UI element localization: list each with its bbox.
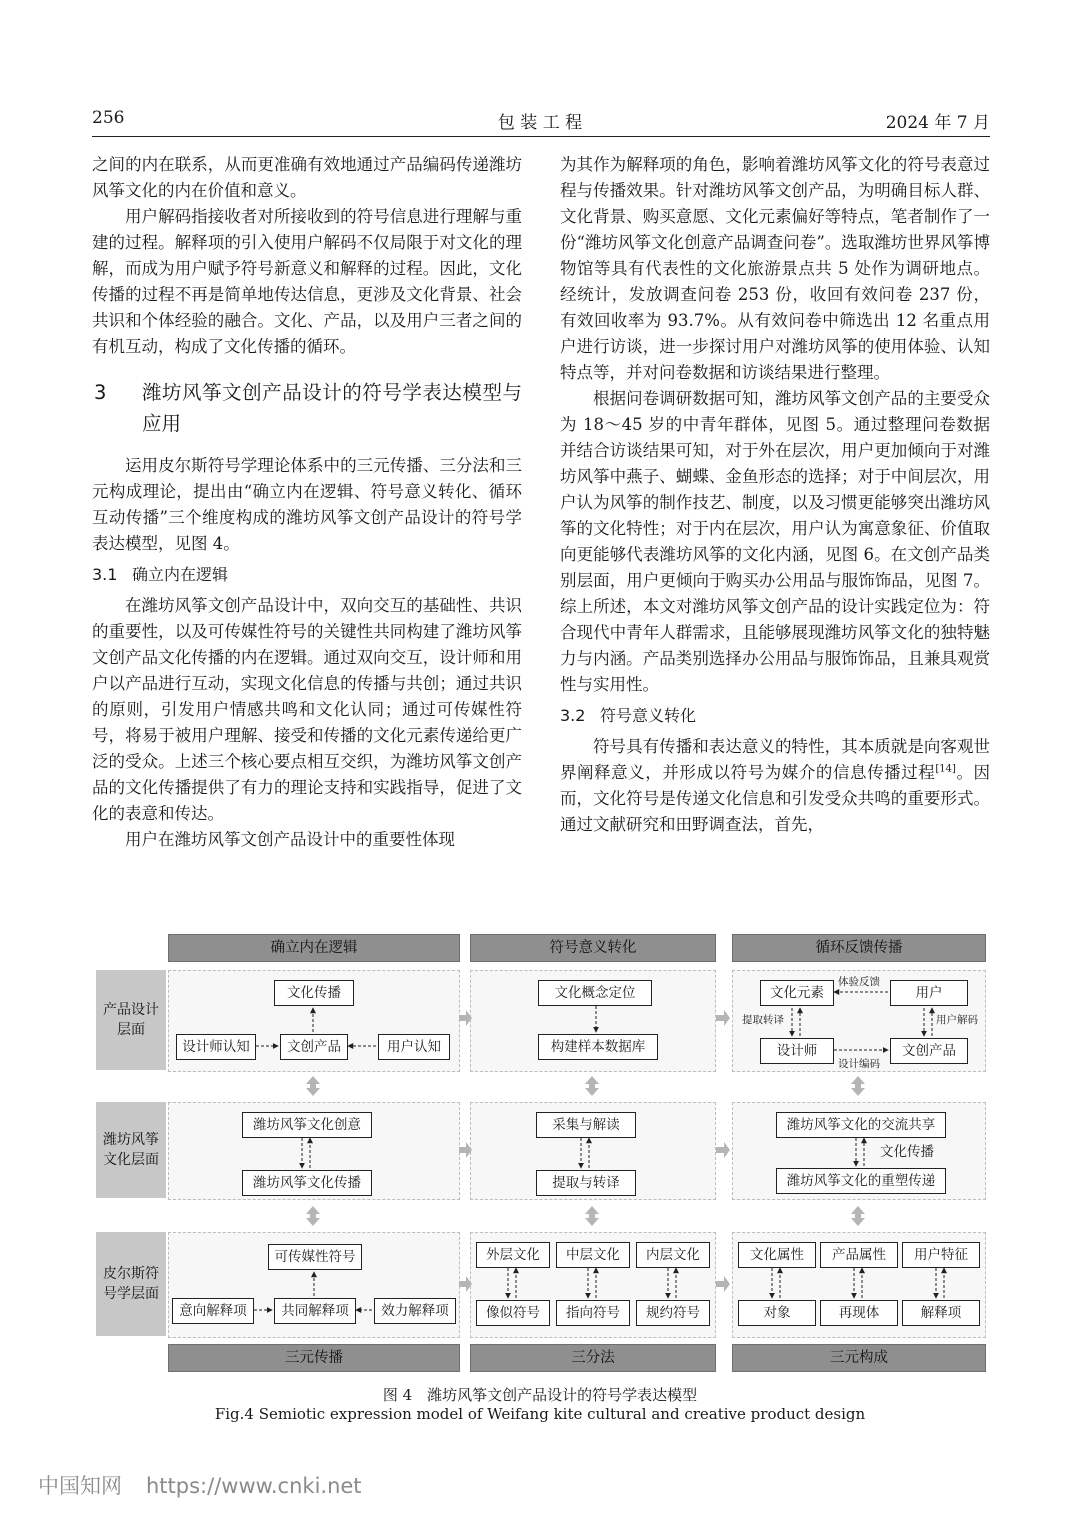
node-index-sign: 指向符号	[556, 1300, 630, 1326]
theory-bar: 三元构成	[732, 1344, 986, 1372]
subsection-heading	[560, 704, 990, 728]
paragraph	[560, 734, 990, 838]
paragraph-text: 符号具有传播和表达意义的特性，其本质就是向客观世界阐释意义，并形成以符号为媒介的信息传播过程	[560, 737, 990, 782]
node-cultural-product: 文创产品	[890, 1038, 968, 1064]
dimension-bar: 确立内在逻辑	[168, 934, 460, 962]
node-cultural-product: 文创产品	[280, 1034, 348, 1060]
subsection-heading	[92, 563, 522, 587]
node-kite-creativity: 潍坊风筝文化创意	[242, 1112, 372, 1138]
node-user-cognition: 用户认知	[378, 1034, 450, 1060]
left-column	[92, 152, 522, 853]
node-intentional-interpretant: 意向解释项	[172, 1298, 254, 1324]
node-icon-sign: 像似符号	[476, 1300, 550, 1326]
node-cultural-element: 文化元素	[760, 980, 834, 1006]
node-mediatizable-sign: 可传媒性符号	[268, 1244, 362, 1270]
paragraph: 为其作为解释项的角色，影响着潍坊风筝文化的符号表意过程与传播效果。针对潍坊风筝文创产品，为明确目标人群、文化背景、购买意愿、文化元素偏好等特点，笔者制作了一份“潍坊风筝文化创意产品调查问卷”。选取潍坊世界风筝博物馆等具有代表性的文化旅游景点共 5 处作为调研地点。经统计，发放调查问卷 253 份，收回有效问卷 237 份，有效回收率为 93.7%。从有效问卷中筛选出 12 名重点用户进行访谈，进一步探讨用户对潍坊风筝的使用体验、认知特点等，并对问卷数据和访谈结果进行整理。	[560, 155, 990, 382]
section-heading	[92, 377, 522, 439]
node-outer-culture: 外层文化	[476, 1242, 550, 1268]
paragraph: 用户解码指接收者对所接收到的符号信息进行理解与重建的过程。解释项的引入使用户解码不仅局限于对文化的理解，而成为用户赋予符号新意义和解释的过程。因此，文化传播的过程不再是简单地传达信息，更涉及文化背景、社会共识和个体经验的融合。文化、产品，以及用户三者之间的有机互动，构成了文化传播的循环。	[92, 207, 522, 356]
node-kite-exchange: 潍坊风筝文化的交流共享	[776, 1112, 946, 1138]
figure-caption-en: Fig.4 Semiotic expression model of Weifang kite cultural and creative product design	[214, 1405, 866, 1423]
node-concept-positioning: 文化概念定位	[538, 980, 652, 1006]
node-symbol-sign: 规约符号	[636, 1300, 710, 1326]
label-extract-translate: 提取转译	[742, 1014, 784, 1026]
node-designer: 设计师	[760, 1038, 834, 1064]
paragraph: 之间的内在联系，从而更准确有效地通过产品编码传递潍坊风筝文化的内在价值和意义。	[92, 155, 522, 200]
node-designer-cognition: 设计师认知	[176, 1034, 256, 1060]
node-interpretant: 解释项	[902, 1300, 980, 1326]
citation[interactable]: [14]	[935, 763, 956, 775]
figure-caption-cn: 图 4 潍坊风筝文创产品设计的符号学表达模型	[382, 1386, 698, 1404]
subsection-title: 确立内在逻辑	[132, 565, 229, 584]
theory-bar: 三分法	[470, 1344, 716, 1372]
label-design-encoding: 设计编码	[838, 1058, 880, 1070]
issue-date: 2024 年 7 月	[885, 113, 990, 133]
paragraph: 在潍坊风筝文创产品设计中，双向交互的基础性、共识的重要性，以及可传媒性符号的关键性共同构建了潍坊风筝文创产品文化传播的内在逻辑。通过双向交互，设计师和用户以产品进行互动，实现文化信息的传播与共创；通过共识的原则，引发用户情感共鸣和文化认同；通过可传媒性符号，将易于被用户理解、接受和传播的文化元素传递给更广泛的受众。上述三个核心要点相互交织，为潍坊风筝文创产品的文化传播提供了有力的理论支持和实践指导，促进了文化的表意和传达。	[92, 596, 522, 823]
node-effective-interpretant: 效力解释项	[374, 1298, 456, 1324]
header-rule	[92, 136, 990, 137]
node-cultural-communication: 文化传播	[274, 980, 354, 1006]
node-object: 对象	[738, 1300, 816, 1326]
subsection-title: 符号意义转化	[600, 706, 697, 725]
node-kite-reshape: 潍坊风筝文化的重塑传递	[776, 1168, 946, 1194]
label-experience-feedback: 体验反馈	[838, 976, 880, 988]
node-collect-interpret: 采集与解读	[536, 1112, 636, 1138]
paragraph: 用户在潍坊风筝文创产品设计中的重要性体现	[125, 830, 455, 849]
node-representamen: 再现体	[820, 1300, 898, 1326]
dimension-bar: 循环反馈传播	[732, 934, 986, 962]
node-kite-communication: 潍坊风筝文化传播	[242, 1170, 372, 1196]
section-title: 潍坊风筝文创产品设计的符号学表达模型与应用	[142, 381, 522, 435]
node-cultural-attribute: 文化属性	[738, 1242, 816, 1268]
figure-4-diagram	[90, 926, 990, 1376]
node-product-attribute: 产品属性	[820, 1242, 898, 1268]
journal-title: 包 装 工 程	[497, 113, 583, 133]
node-user-feature: 用户特征	[902, 1242, 980, 1268]
paragraph: 运用皮尔斯符号学理论体系中的三元传播、三分法和三元构成理论，提出由“确立内在逻辑、符号意义转化、循环互动传播”三个维度构成的潍坊风筝文创产品设计的符号学表达模型，见图 4。	[92, 456, 522, 553]
cnki-logo: 中国知网	[38, 1474, 122, 1498]
node-sample-database: 构建样本数据库	[538, 1034, 658, 1060]
row-label-text: 皮尔斯符 号学层面	[103, 1266, 159, 1302]
subsection-number: 3.2	[560, 706, 586, 725]
right-column	[560, 152, 990, 838]
node-extract-translate: 提取与转译	[536, 1170, 636, 1196]
section-number: 3	[94, 381, 107, 404]
cnki-url[interactable]: https://www.cnki.net	[146, 1474, 362, 1498]
row-label-text: 潍坊风筝 文化层面	[103, 1132, 159, 1168]
label-user-decoding: 用户解码	[936, 1014, 978, 1026]
node-user: 用户	[890, 980, 968, 1006]
theory-bar: 三元传播	[168, 1344, 460, 1372]
node-inner-culture: 内层文化	[636, 1242, 710, 1268]
node-common-interpretant: 共同解释项	[274, 1298, 356, 1324]
page-number: 256	[92, 108, 125, 128]
label-cultural-communication: 文化传播	[880, 1144, 934, 1160]
row-label-text: 产品设计 层面	[103, 1002, 159, 1038]
paragraph-text: 。因而，文化符号是传递文化信息和引发受众共鸣的重要形式。通过文献研究和田野调查法，首先，	[560, 763, 991, 834]
paragraph: 根据问卷调研数据可知，潍坊风筝文创产品的主要受众为 18～45 岁的中青年群体，见图 5。通过整理问卷数据并结合访谈结果可知，对于外在层次，用户更加倾向于对潍坊风筝中燕子、蝴蝶、金鱼形态的选择；对于中间层次，用户认为风筝的制作技艺、制度，以及习惯更能够突出潍坊风筝的文化特性；对于内在层次，用户认为寓意象征、价值取向更能够代表潍坊风筝的文化内涵，见图 6。在文创产品类别层面，用户更倾向于购买办公用品与服饰饰品，见图 7。综上所述，本文对潍坊风筝文创产品的设计实践定位为：符合现代中青年人群需求，且能够展现潍坊风筝文化的独特魅力与内涵。产品类别选择办公用品与服饰饰品，且兼具观赏性与实用性。	[560, 389, 990, 694]
watermark	[38, 1470, 362, 1500]
diagram-arrows	[90, 926, 990, 1376]
node-middle-culture: 中层文化	[556, 1242, 630, 1268]
dimension-bar: 符号意义转化	[470, 934, 716, 962]
subsection-number: 3.1	[92, 565, 118, 584]
